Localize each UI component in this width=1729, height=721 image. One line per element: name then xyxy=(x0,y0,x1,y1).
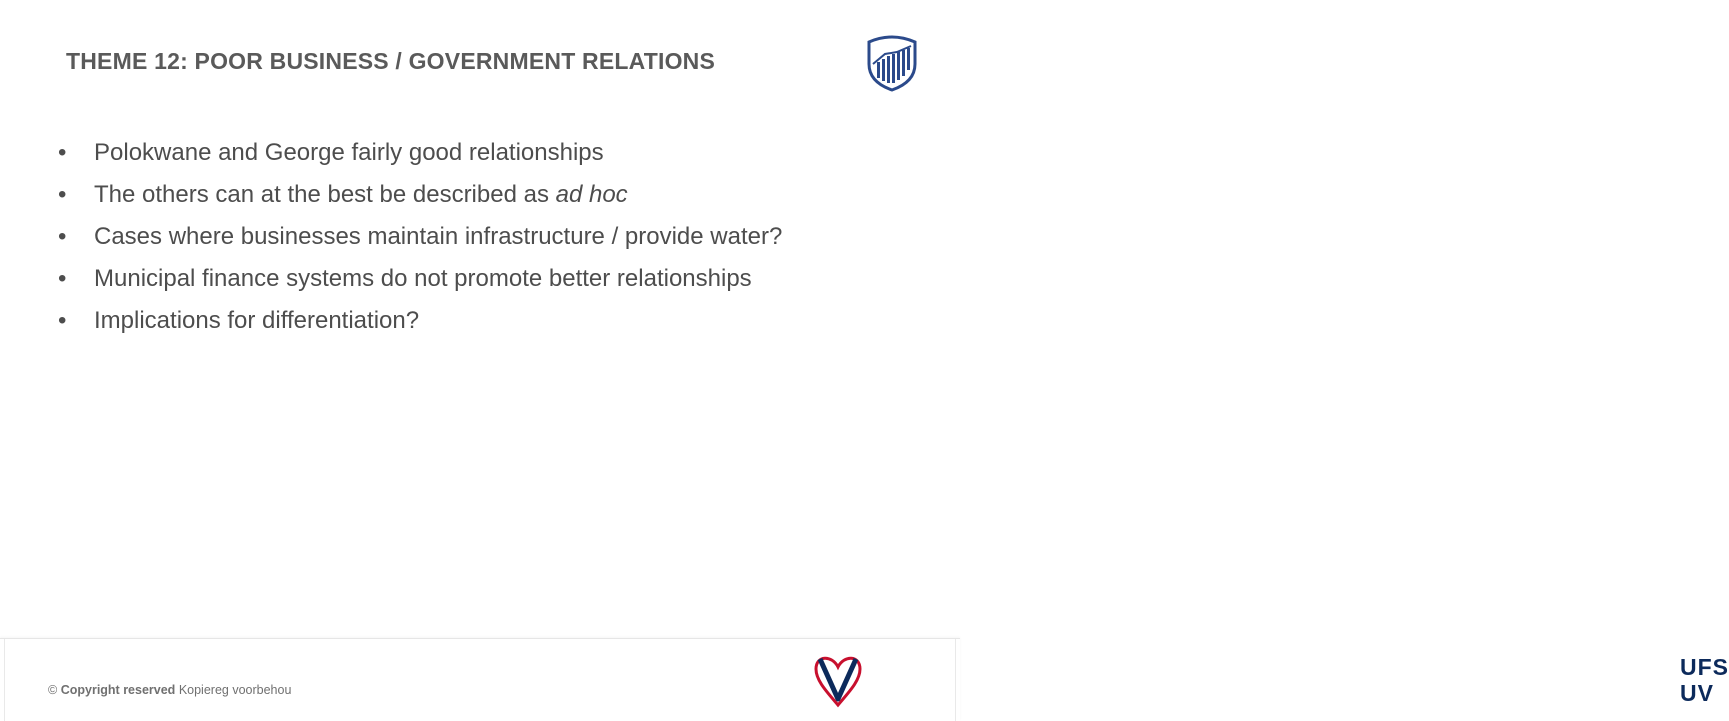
bullet-text: Cases where businesses maintain infrastructure / provide water? xyxy=(94,223,783,250)
footer-divider xyxy=(0,639,5,721)
bullet-list xyxy=(58,138,818,348)
bullet-text: Implications for differentiation? xyxy=(94,307,420,334)
bullet-text: Municipal finance systems do not promote better relationships xyxy=(94,265,752,292)
bullet-item xyxy=(58,138,818,167)
bullet-dot: • xyxy=(58,223,67,250)
slide-title: THEME 12: POOR BUSINESS / GOVERNMENT RELATIONS xyxy=(66,48,716,74)
bullet-item xyxy=(58,264,818,293)
ufs-logo-line1: UFS xyxy=(1680,654,1729,680)
footer-divider xyxy=(955,639,960,721)
footer xyxy=(0,638,1729,721)
university-shield-icon xyxy=(865,34,919,92)
copyright-rest: Kopiereg voorbehou xyxy=(178,683,292,697)
copyright-notice xyxy=(48,683,291,697)
ufs-logo xyxy=(812,649,1729,711)
copyright-strong: Copyright reserved xyxy=(60,683,176,697)
ufs-heart-v-icon xyxy=(812,649,864,711)
bullet-dot: • xyxy=(58,181,67,208)
bullet-dot: • xyxy=(58,307,67,334)
ufs-logo-line2: UV xyxy=(1680,680,1714,706)
bullet-item xyxy=(58,306,818,335)
bullet-item xyxy=(58,222,818,251)
bullet-item xyxy=(58,180,818,209)
bullet-text: The others can at the best be described as xyxy=(94,181,556,208)
bullet-dot: • xyxy=(58,139,67,166)
bullet-italic-text: ad hoc xyxy=(555,181,628,208)
copyright-symbol: © xyxy=(48,683,58,697)
bullet-dot: • xyxy=(58,265,67,292)
bullet-text: Polokwane and George fairly good relationships xyxy=(94,139,604,166)
